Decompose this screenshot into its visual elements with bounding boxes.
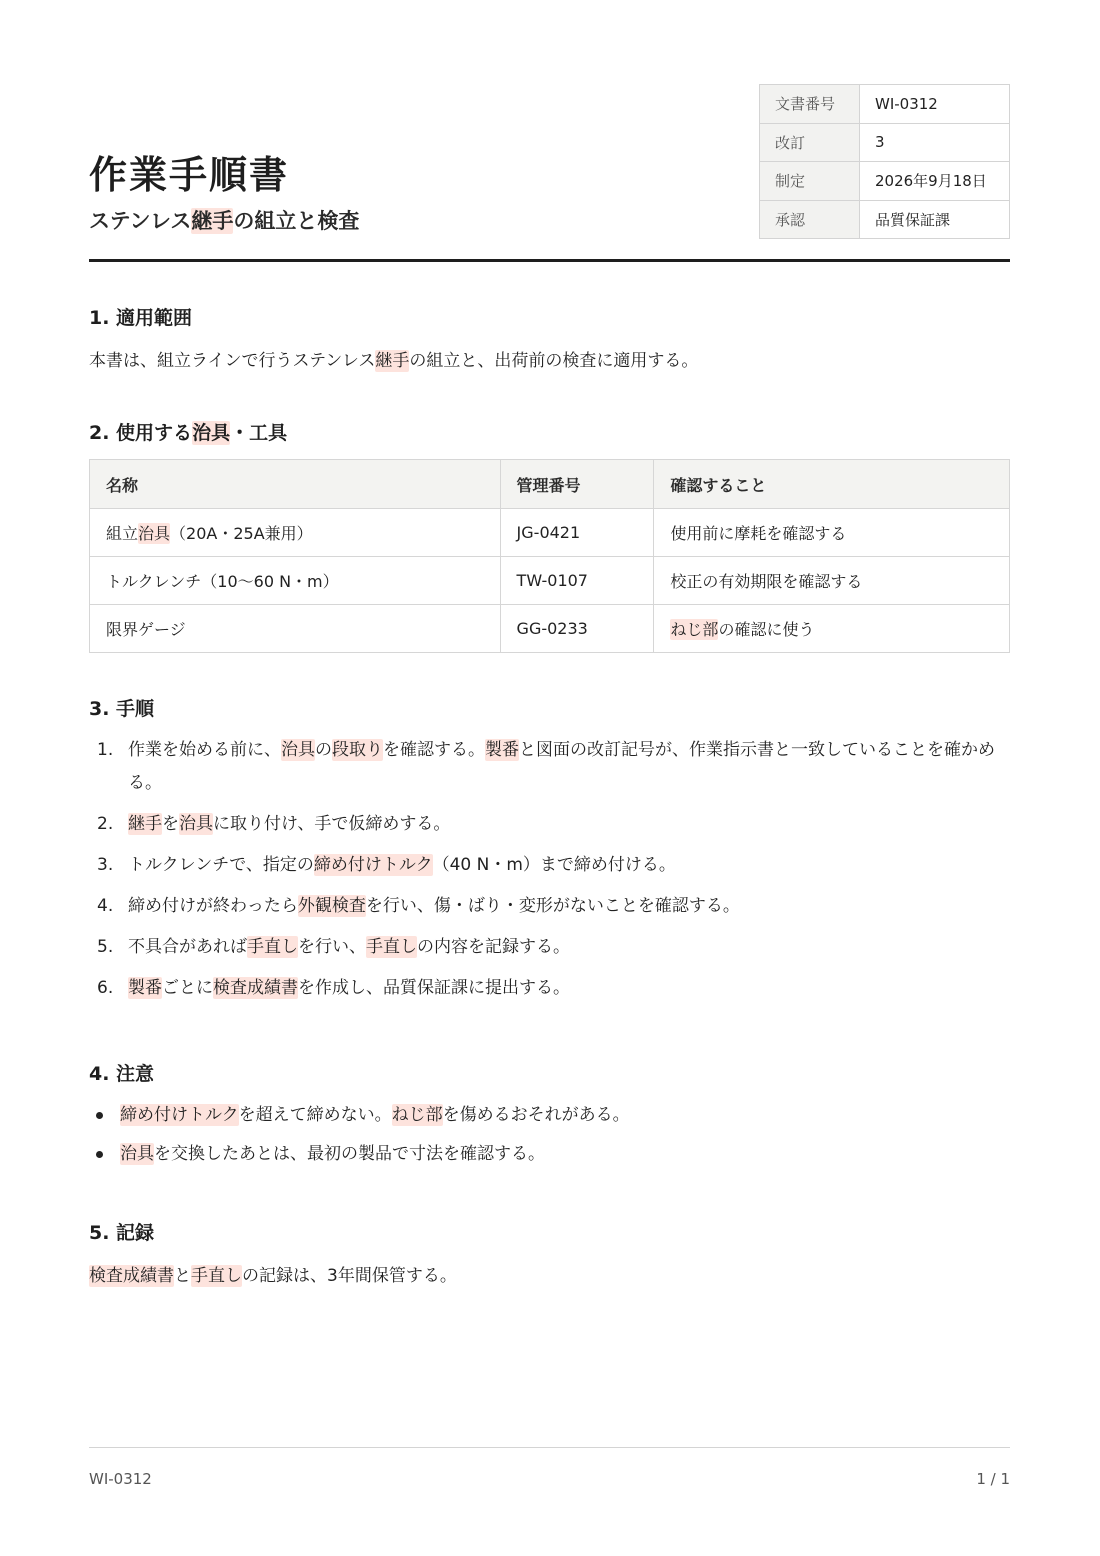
highlighted-term: 継手 [191,209,234,233]
procedure-step [89,972,1010,1005]
footer-page-number: 1 / 1 [976,1470,1010,1488]
step-number: 5. [97,937,114,957]
procedure-steps [89,734,1010,1013]
highlighted-term: 継手 [128,814,162,834]
column-header-check: 確認すること [654,460,1010,509]
procedure-step [89,890,1010,923]
section-heading-cautions: 4. 注意 [89,1063,155,1085]
highlighted-term: 治具 [120,1144,154,1164]
highlighted-term: 手直し [191,1266,242,1286]
info-value: 品質保証課 [860,200,1010,239]
caution-item [89,1139,1010,1169]
highlighted-term: 手直し [366,937,417,957]
step-number: 6. [97,978,114,998]
step-number: 2. [97,814,114,834]
info-row [760,162,1010,201]
tool-name-cell: 限界ゲージ [90,605,501,653]
tool-check-cell: 校正の有効期限を確認する [654,557,1010,605]
footer-doc-number: WI-0312 [89,1470,152,1488]
info-key: 制定 [760,162,860,201]
procedure-step [89,734,1010,800]
tool-code-cell: TW-0107 [500,557,654,605]
caution-text: 治具を交換したあとは、最初の製品で寸法を確認する。 [120,1144,545,1164]
caution-text: 締め付けトルクを超えて締めない。ねじ部を傷めるおそれがある。 [120,1105,630,1125]
table-row [90,557,1010,605]
step-text: 作業を始める前に、治具の段取りを確認する。製番と図面の改訂記号が、作業指示書と一致していることを確かめる。 [128,740,995,793]
highlighted-term: 外観検査 [297,896,366,916]
step-text: 継手を治具に取り付け、手で仮締めする。 [128,814,451,834]
step-text: トルクレンチで、指定の締め付けトルク（40 N・m）まで締め付ける。 [128,855,676,875]
info-value: WI-0312 [860,85,1010,124]
info-key: 文書番号 [760,85,860,124]
highlighted-term: 継手 [375,351,410,371]
column-header-code: 管理番号 [500,460,654,509]
section-heading-procedure: 3. 手順 [89,698,155,720]
caution-item [89,1100,1010,1130]
table-header-row [90,460,1010,509]
section-heading-tools: 2. 使用する治具・工具 [89,422,288,444]
step-number: 3. [97,855,114,875]
highlighted-term: 治具 [138,524,171,543]
highlighted-term: 手直し [247,937,298,957]
info-value: 2026年9月18日 [860,162,1010,201]
footer-divider [89,1447,1010,1448]
tool-code-cell: JG-0421 [500,509,654,557]
tool-check-cell: 使用前に摩耗を確認する [654,509,1010,557]
tool-name-cell: 組立治具（20A・25A兼用） [90,509,501,557]
column-header-name: 名称 [90,460,501,509]
step-number: 4. [97,896,114,916]
scope-paragraph: 本書は、組立ラインで行うステンレス継手の組立と、出荷前の検査に適用する。 [89,351,699,371]
tool-code-cell: GG-0233 [500,605,654,653]
info-key: 改訂 [760,123,860,162]
tools-table [89,459,1010,653]
highlighted-term: 治具 [192,422,231,444]
table-row [90,605,1010,653]
caution-list [89,1100,1010,1178]
tool-name-cell: トルクレンチ（10〜60 N・m） [90,557,501,605]
info-key: 承認 [760,200,860,239]
header-divider [89,259,1010,262]
step-text: 締め付けが終わったら外観検査を行い、傷・ばり・変形がないことを確認する。 [128,896,740,916]
document-title: 作業手順書 [89,153,290,197]
procedure-step [89,849,1010,882]
document-info-table [759,84,1010,239]
section-heading-scope: 1. 適用範囲 [89,307,193,329]
procedure-step [89,931,1010,964]
info-row [760,85,1010,124]
step-text: 不具合があれば手直しを行い、手直しの内容を記録する。 [128,937,570,957]
info-value: 3 [860,123,1010,162]
highlighted-term: 治具 [179,814,213,834]
highlighted-term: 締め付けトルク [120,1105,239,1125]
highlighted-term: ねじ部 [391,1105,443,1125]
info-row [760,200,1010,239]
highlighted-term: 製番 [485,740,519,760]
info-row [760,123,1010,162]
procedure-step [89,808,1010,841]
document-subtitle: ステンレス継手の組立と検査 [89,209,360,233]
bullet-dot [96,1112,103,1119]
step-number: 1. [97,740,114,760]
table-row [90,509,1010,557]
records-paragraph: 検査成績書と手直しの記録は、3年間保管する。 [89,1266,457,1286]
step-text: 製番ごとに検査成績書を作成し、品質保証課に提出する。 [128,978,570,998]
tool-check-cell: ねじ部の確認に使う [654,605,1010,653]
highlighted-term: 治具 [281,740,315,760]
highlighted-term: 締め付けトルク [313,855,433,875]
highlighted-term: 製番 [128,978,162,998]
bullet-dot [96,1151,103,1158]
highlighted-term: 検査成績書 [89,1266,174,1286]
highlighted-term: 検査成績書 [213,978,298,998]
highlighted-term: 段取り [332,740,383,760]
highlighted-term: ねじ部 [670,620,719,639]
section-heading-records: 5. 記録 [89,1222,155,1244]
document-page [89,0,1010,1556]
